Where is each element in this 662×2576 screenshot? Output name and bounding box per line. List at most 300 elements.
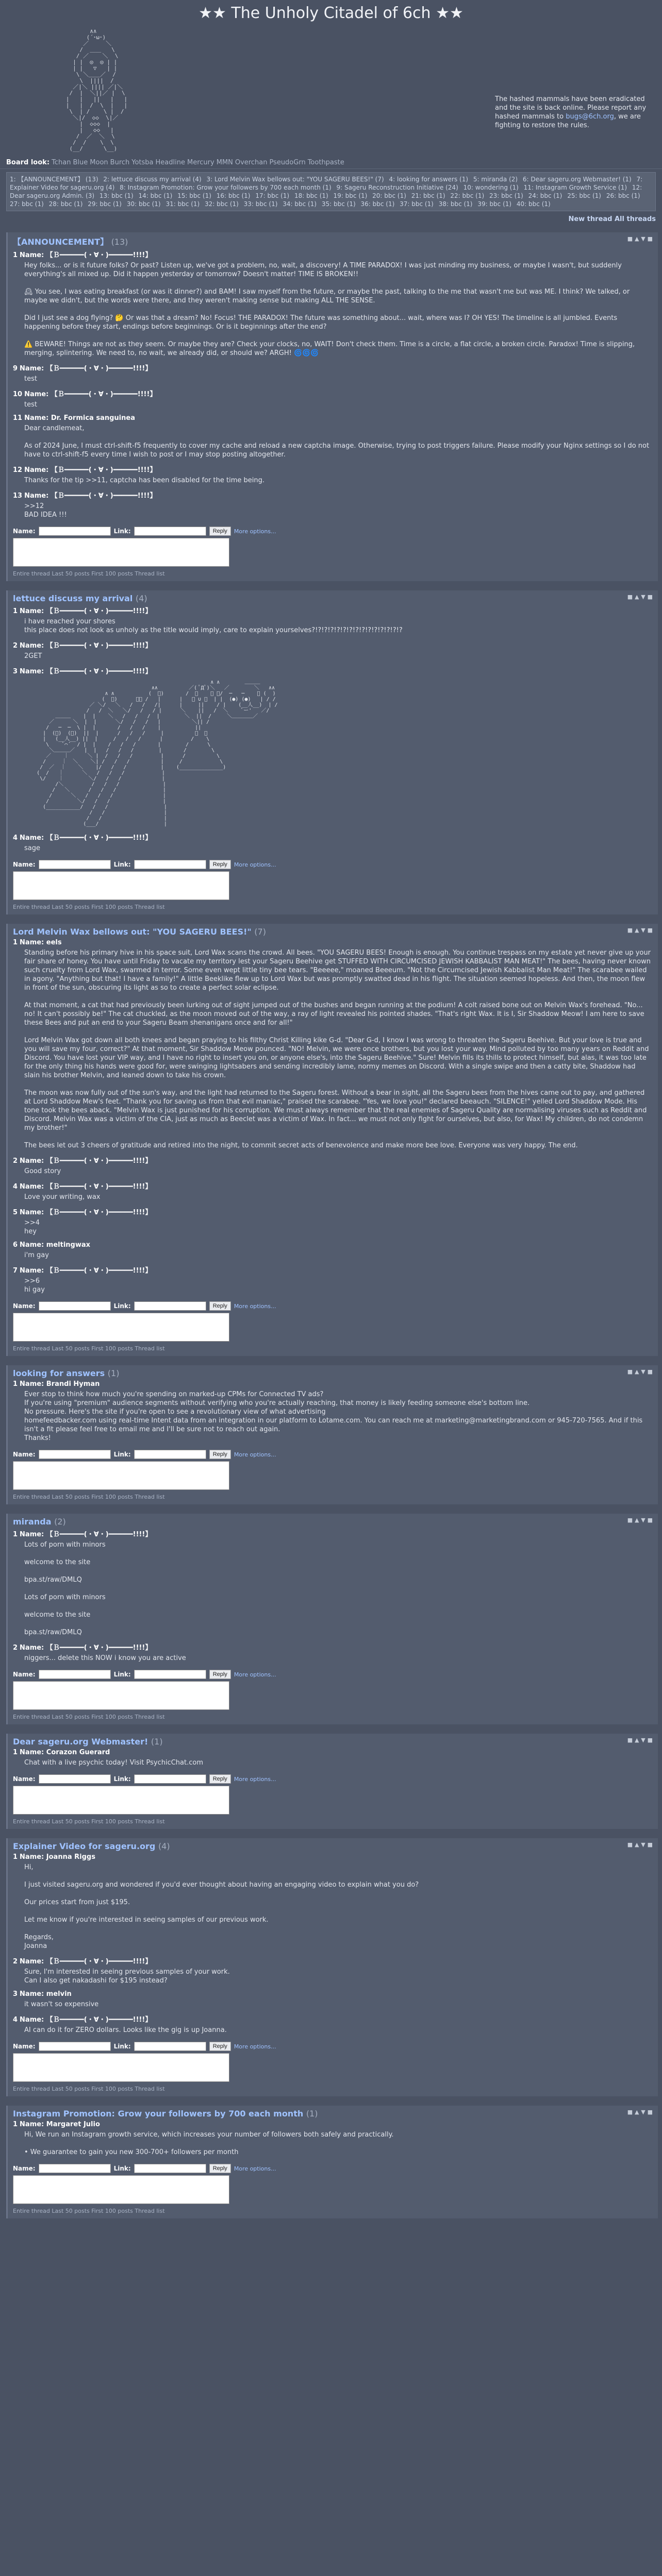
post [13,1179,653,1205]
post-number[interactable]: 12 [13,466,23,474]
post [13,830,653,856]
post-body: Love your writing, wax [24,1193,101,1201]
reply-form-row [13,2042,653,2051]
post-name: Name: 【Ｂ━━━━━━(・∀・)━━━━━━!!!!】 [24,466,157,474]
more-options-link[interactable]: More options... [234,1451,276,1458]
post-number[interactable]: 3 [13,1990,18,1998]
reply-form-row [13,1301,653,1311]
thread-nav-links[interactable]: Entire thread Last 50 posts First 100 posts Thread list [13,1345,165,1352]
post-body: Lots of porn with minors welcome to the site bpa.st/raw/DMLQ Lots of porn with minors welcome to the site bpa.st/raw/DMLQ [24,1541,106,1636]
more-options-link[interactable]: More options... [234,861,276,868]
post-header [13,605,653,615]
post [13,1747,653,1770]
thread-title-label[interactable]: looking for answers [13,1368,105,1378]
post-header [13,666,653,675]
post-header [13,1529,653,1538]
post-name: Name: 【Ｂ━━━━━━(・∀・)━━━━━━!!!!】 [20,642,152,650]
thread-title[interactable] [13,1737,653,1747]
reply-button[interactable]: Reply [209,860,231,869]
thread-title[interactable] [13,927,653,937]
post-header [13,464,653,474]
post-number[interactable]: 4 [13,2016,18,2024]
post [13,361,653,386]
thread-reply-count: (7) [254,927,266,937]
link-input[interactable] [134,527,206,536]
post-header [13,1241,653,1249]
post-body: Standing before his primary hive in his space suit, Lord Wax scans the crowd. All bees. "YOU SAGERU BEES! Enough is enough. You continue trespass on my estate yet never give up your fair share of honey. You have until Friday to vacate my territory lest your Sageru Beehive get STUFFED WITH CIRCUMCISED JEWISH KABBALIST MAN MEAT!" The bees, having never known such cruelty from Lord Wax, swarmed in terror. Some even wept little tiny bee tears. "Beeeee," moaned Beeeum. "Not the Circumcised Jewish Kabbalist Man Meat!" The scarabee wailed in agony. "Anything but that! I have a family!" A little Beeklike flew up to Lord Wax but was promptly swatted dead in his flight. The situation seemed hopeless. And then, the moon flew in front of the sun, obscuring its light as so to create a perfect solar eclipse. At that moment, a cat that had previously been lurking out of sight jumped out of the bushes and began running at the podium! A colt raised bone out on Melvin Wax's forehead. "No... no! It can't possibly be!" The cat chuckled, as the moon moved out of the way, a ray of light revealed his pointed shades. "That's right Wax. It is I, Sir Shaddow Meow! I am here to save these Bees and put an end to your Sageru Beam shenanigans once and for all!" Lord Melvin Wax got down all both knees and began praying to his filthy Christ Killing kike G-d. "Dear G-d, I know I was wrong to threaten the Sageru Beehive. But your love is true and you will save my four, correct?" At that moment, Sir Shaddow Meow pounced. "NO! Melvin, we were once brothers, but you lost your way. Mind polluted by too many years on Reddit and Discord. You have lost your VIP way, and I have no right to insert you on, or anyone else's, into the Sageru Beehive." Sure! Melvin fills its thills to protect himself, but alas, it was too late for the only thing his hands were good for, were swinging lightsabers and sending incredibly lame, normy memes on Discord. With a single swipe and then a catty bite, Shaddow had slain his brother Melvin, and leaned down to take his crown. The moon was now fully out of the sun's way, and the light had returned to the Sageru forest. Without a bear in sight, all the Sageru bees from the hives came out to pay, and gathered at Lord Shaddow Mew's feet. "Thank you for saving us from that evil maniac," praised the scarabee. "Yes, we love you!" declared beeauch. "SILENCE!" yelled Lord Shaddow Mode. His tone took the bees aback. "Melvin Wax is just punished for his corruption. We must always remember that the real enemies of Sageru Quality are normalising viruses such as Reddit and Discord. Melvin Wax was a victim of the CIA, just as much as Beeclet was a victim of Wax. In fact... we must not only fight for ourselves, but also, for Wax! My children, do not condemn my brother!" The bees let out 3 cheers of gratitude and retired into the night, to commit secret acts of benevolence and make more bee love. Everyone was very happy. The end. [24,949,651,1149]
new-thread-link[interactable]: New thread All threads [568,215,656,223]
catalog-link[interactable]: 40: bbc (1) [516,200,551,208]
comment-textarea[interactable] [13,871,229,900]
thread-title-label[interactable]: Dear sageru.org Webmaster! [13,1737,148,1747]
reply-form-row [13,860,653,869]
post-body: >>6 hi gay [24,1277,45,1294]
reply-form [13,1301,653,1343]
thread-title-label[interactable]: Explainer Video for sageru.org [13,1841,156,1851]
reply-form-row [13,1670,653,1679]
post-number[interactable]: 4 [13,1183,18,1191]
post [13,1954,653,1988]
name-input[interactable] [39,1450,111,1459]
catalog-link[interactable]: 4: looking for answers (1) [389,176,469,183]
thread-nav-links[interactable]: Entire thread Last 50 posts First 100 posts Thread list [13,2086,165,2092]
board-look-link[interactable]: Headline [155,159,185,166]
thread-title-label[interactable]: lettuce discuss my arrival [13,594,133,603]
name-label: Name: [13,528,36,535]
catalog-link[interactable]: 10: wondering (1) [463,184,519,191]
post-name: Name: melvin [20,1990,72,1998]
site-notice [495,95,650,157]
board-look-link[interactable]: Yotsba [131,159,154,166]
post-body: test [24,375,37,383]
link-label: Link: [113,1671,131,1678]
post-number[interactable]: 1 [13,1380,18,1388]
post-number[interactable]: 2 [13,1958,18,1965]
post [13,1988,653,2012]
catalog-link[interactable]: 11: Instagram Growth Service (1) [523,184,627,191]
post-body: Ever stop to think how much you're spending on marked-up CPMs for Connected TV ads? If you're using "premium" audience segments without verifying who you're actually reaching, that money is likely feeding someone else's bottom line. No pressure. Here's the site if you're open to see a revolutionary view of what advertising homefeedbacker.com using real-time Intent data from an integration in our platform to Lotame.com. You can reach me at marketing@marketingbrand.com or 945-720-7565. And if this isn't a fit please feel free to email me and I'll be sure not to reach out again. Thanks! [24,1391,643,1442]
catalog-link[interactable]: 38: bbc (1) [438,200,473,208]
thread-title[interactable] [13,1841,653,1851]
board-look-link[interactable]: Toothpaste [307,159,344,166]
catalog-link[interactable]: 1: 【ANNOUNCEMENT】 (13) [10,176,98,183]
thread-reply-count: (1) [107,1368,120,1378]
catalog-link[interactable]: 9: Sageru Reconstruction Initiative (24) [336,184,458,191]
thread [6,590,658,914]
board-look-link[interactable]: PseudoGrn [269,159,306,166]
thread-title-text[interactable] [13,927,266,937]
post-body: Thanks for the tip >>11, captcha has been disabled for the time being. [24,477,264,484]
link-input[interactable] [134,1450,206,1459]
name-input[interactable] [39,2042,111,2051]
link-input[interactable] [134,860,206,869]
link-label: Link: [113,861,131,868]
reply-form [13,1450,653,1492]
post-number[interactable]: 2 [13,642,18,650]
post-body: >>4 hey [24,1219,40,1235]
thread-title-text[interactable] [13,1368,119,1378]
board-look-bar [0,157,662,169]
post-number[interactable]: 2 [13,1157,18,1165]
post [13,1527,653,1640]
link-label: Link: [113,1775,131,1783]
thread-controls[interactable]: ■ ▲ ▼ ■ [627,1517,653,1523]
post-name: Name: 【Ｂ━━━━━━(・∀・)━━━━━━!!!!】 [24,391,157,398]
thread-reply-count: (4) [135,594,147,603]
comment-textarea[interactable] [13,1313,229,1342]
comment-textarea[interactable] [13,538,229,567]
reply-button[interactable]: Reply [209,1301,231,1311]
post-body: Sure, I'm interested in seeing previous samples of your work. Can I also get nakadashi for $195 instead? [24,1968,230,1985]
link-input[interactable] [134,1670,206,1679]
catalog-link[interactable]: 16: bbc (1) [216,192,251,199]
post [13,488,653,522]
reply-form-row [13,1450,653,1459]
post [13,2119,653,2160]
post-number[interactable]: 2 [13,1644,18,1652]
thread-nav-links[interactable]: Entire thread Last 50 posts First 100 posts Thread list [13,1494,165,1500]
thread-nav-links[interactable]: Entire thread Last 50 posts First 100 posts Thread list [13,570,165,577]
thread-controls[interactable]: ■ ▲ ▼ ■ [627,1841,653,1848]
post-body: AI can do it for ZERO dollars. Looks like the gig is up Joanna. [24,2026,227,2034]
thread-title[interactable] [13,2109,653,2119]
post [13,638,653,664]
reply-form-row [13,527,653,536]
thread [6,1838,658,2096]
thread-title[interactable] [13,235,653,247]
reply-form [13,1670,653,1711]
thread-list [0,232,662,2218]
catalog-link[interactable]: 22: bbc (1) [450,192,485,199]
thread-reply-count: (13) [111,237,128,247]
thread-title[interactable] [13,1368,653,1378]
post-header [13,2121,653,2128]
board-look-link[interactable]: Overchan [235,159,268,166]
post-name: Name: 【Ｂ━━━━━━(・∀・)━━━━━━!!!!】 [20,1958,152,1965]
post [13,603,653,638]
board-look-link[interactable]: Tchan [52,159,71,166]
post-number[interactable]: 10 [13,391,23,398]
more-options-link[interactable]: More options... [234,2165,276,2172]
name-input[interactable] [39,1670,111,1679]
thread-controls[interactable]: ■ ▲ ▼ ■ [627,1737,653,1743]
post-name: Name: eels [20,939,62,946]
post-number[interactable]: 4 [13,834,18,842]
post [13,1239,653,1263]
post [13,462,653,488]
post-body: test [24,401,37,409]
post-number[interactable]: 1 [13,2121,18,2128]
name-label: Name: [13,2165,36,2172]
thread-title-text[interactable] [13,2109,318,2119]
reply-form-row [13,2164,653,2173]
board-look-link[interactable]: Burch [110,159,130,166]
post-name: Name: 【Ｂ━━━━━━(・∀・)━━━━━━!!!!】 [20,834,152,842]
catalog-link[interactable]: 19: bbc (1) [333,192,368,199]
thread-title-text[interactable] [13,235,128,247]
post-number[interactable]: 7 [13,1267,18,1275]
thread [6,1365,658,1504]
post-header [13,1265,653,1275]
more-options-link[interactable]: More options... [234,2043,276,2050]
board-look-links [52,159,346,166]
post [13,412,653,462]
link-input[interactable] [134,2042,206,2051]
reply-button[interactable]: Reply [209,1450,231,1459]
post-number[interactable]: 11 [13,414,23,422]
post-header [13,388,653,398]
catalog-link[interactable]: 27: bbc (1) [10,200,44,208]
name-label: Name: [13,1671,36,1678]
post-number[interactable]: 1 [13,607,18,615]
thread-nav-links[interactable]: Entire thread Last 50 posts First 100 posts Thread list [13,1714,165,1720]
catalog-link[interactable]: 32: bbc (1) [205,200,239,208]
catalog-link[interactable]: 3: Lord Melvin Wax bellows out: "YOU SAGERU BEES!" (7) [206,176,384,183]
post-number[interactable]: 3 [13,668,18,675]
post-header [13,1380,653,1388]
post-number[interactable]: 6 [13,1241,18,1249]
thread-reply-count: (1) [151,1737,163,1747]
thread-title-label[interactable]: Instagram Promotion: Grow your followers by 700 each month [13,2109,304,2119]
post-number[interactable]: 1 [13,939,18,946]
post-header [13,1853,653,1861]
catalog-link[interactable]: 37: bbc (1) [400,200,434,208]
reply-form [13,2042,653,2083]
post-number[interactable]: 1 [13,251,18,259]
post [13,937,653,1153]
thread-reply-count: (1) [306,2109,318,2119]
post-name: Name: Brandi Hyman [20,1380,100,1388]
catalog-link[interactable]: 34: bbc (1) [283,200,317,208]
post [13,386,653,412]
post-body: niggers... delete this NOW i know you are active [24,1654,186,1662]
thread-title-text[interactable] [13,1517,66,1527]
thread-nav-links[interactable]: Entire thread Last 50 posts First 100 posts Thread list [13,2208,165,2214]
thread-title-text[interactable] [13,1737,163,1747]
notice-text-end: , we are fighting to restore the rules. [495,113,641,129]
post-name: Name: meltingwax [20,1241,91,1249]
more-options-link[interactable]: More options... [234,1775,276,1783]
post-body: Hey folks... or is it future folks? Or past? Listen up, we've got a problem, no, wait, a discovery! A TIME PARADOX! I was just minding my business, or maybe I wasn't, but suddenly everything's all mixed up. Did it happen yesterday or tomorrow? Doesn't matter! TIME IS BROKEN!! 🕰 You see, I was eating breakfast (or was it dinner?) and BAM! I saw myself from the future, or maybe the past, talking to the me that wasn't me but was ME. I think? We talked, or maybe we didn't, but the words were there, and they weren't making sense but making ALL THE SENSE. Did I just see a dog flying? 🤔 Or was that a dream? No! Focus! THE PARADOX! The future was something about... wait, where was I? OH YES! The timeline is all jumbled. Events happening before they start, endings before beginnings. Or is it beginnings after the end? ⚠️ BEWARE! Things are not as they seem. Or maybe they are? Check your clocks, no, WAIT! Don't check them. Time is a circle, a flat circle, a broken circle. Paradox! Time is slipping, merging, splintering. We need to, no wait, we already did, or should we? ARGH! 🌀🌀🌀 [24,262,635,357]
thread-reply-count: (2) [54,1517,66,1527]
header [0,25,662,157]
thread-reply-count: (4) [158,1841,170,1851]
comment-textarea[interactable] [13,2175,229,2204]
post-number[interactable]: 1 [13,1531,18,1538]
catalog-link[interactable]: 33: bbc (1) [243,200,278,208]
post-name: Name: Corazon Guerard [20,1749,110,1756]
post-name: Name: 【Ｂ━━━━━━(・∀・)━━━━━━!!!!】 [20,1157,152,1165]
post-number[interactable]: 1 [13,1749,18,1756]
post-number[interactable]: 9 [13,365,18,372]
reply-button[interactable]: Reply [209,1774,231,1784]
post-header [13,1956,653,1965]
name-input[interactable] [39,1301,111,1311]
thread-controls[interactable]: ■ ▲ ▼ ■ [627,594,653,600]
name-label: Name: [13,2043,36,2050]
name-input[interactable] [39,1774,111,1784]
catalog-link[interactable]: 18: bbc (1) [294,192,328,199]
post-header [13,1155,653,1165]
board-look-label: Board look: [6,159,50,166]
catalog-link[interactable]: 17: bbc (1) [255,192,290,199]
post-header [13,832,653,842]
post-header [13,1749,653,1756]
thread-title-text[interactable] [13,594,147,603]
catalog-link[interactable]: 14: bbc (1) [138,192,173,199]
link-label: Link: [113,2165,131,2172]
post-name: Name: 【Ｂ━━━━━━(・∀・)━━━━━━!!!!】 [20,2016,152,2024]
post-header [13,1207,653,1216]
post-number[interactable]: 5 [13,1209,18,1216]
reply-form [13,2164,653,2206]
catalog-link[interactable]: 23: bbc (1) [489,192,523,199]
name-label: Name: [13,861,36,868]
post-number[interactable]: 13 [13,492,23,500]
catalog-link[interactable]: 13: bbc (1) [99,192,134,199]
post-header [13,490,653,500]
thread-controls[interactable]: ■ ▲ ▼ ■ [627,2109,653,2115]
post [13,1153,653,1179]
thread-controls[interactable]: ■ ▲ ▼ ■ [627,1368,653,1375]
notice-text: The hashed mammals have been eradicated and the site is back online. Please report any hashed mammals to [495,95,647,121]
catalog-link[interactable]: 12: Dear sageru.org Admin. (3) [10,184,642,199]
thread [6,2106,658,2218]
post-name: Name: 【Ｂ━━━━━━(・∀・)━━━━━━!!!!】 [20,1644,152,1652]
reply-form [13,1774,653,1816]
ascii-art: ∧ ∧ ＿＿＿ ∧∧ ／( ﾟДﾟ)＼ ／ ＼ ∧∧ ∧ ∧ ( ﾟ) / ｜ ｜ ＼/ ─ ─ ＼ ( ) ( ﾟ) ／＼ / | | ＼ ∪ ／ | | (●) (●) | / / ／ ＼/ ＼ / / /| | || / | (__人__) | / / / ＼ ＼/ / / | ＼ || / ＼ `ー' ／/ ＿＿＿ | | ＼ / / / | ＼ || / ＼＿＿＿＿／ ／ ＼ | | ＼/ / / | ＼|| / / ─ ─ \ | | / / / | || | (ﾟ) (ﾟ) || | / / / | ／ ＼ | (__人__) || | / / / | / \ \ `⌒´ / | | / / / | / \ ＼＿＿＿／ | | / / / | / \ ／ ｜ ＼ | / / / | / \ / ｜ ＼ ＼| / / / | / \ / ／ ｜ ＼ |/ / / | (______________) ( / ｜ ＼ / / / | \/ ｜ ＼/ / / | /＼ / / / | / ＼ / / / | / ＼ / / / | / ＼/ / / | (___________/ / / | / / | / / | (___/ | [37,680,278,827]
catalog-link[interactable]: 31: bbc (1) [166,200,200,208]
post-name: Name: 【Ｂ━━━━━━(・∀・)━━━━━━!!!!】 [20,1209,152,1216]
post-body: Good story [24,1167,61,1175]
post-header [13,2014,653,2024]
catalog-link[interactable]: 15: bbc (1) [177,192,211,199]
site-title: ★★ The Unholy Citadel of 6ch ★★ [198,4,464,22]
thread-title[interactable] [13,1517,653,1527]
thread-nav-links[interactable]: Entire thread Last 50 posts First 100 posts Thread list [13,1818,165,1825]
post-header [13,640,653,650]
catalog-link[interactable]: 36: bbc (1) [360,200,395,208]
post-header [13,414,653,422]
name-input[interactable] [39,860,111,869]
reply-button[interactable]: Reply [209,2042,231,2051]
name-input[interactable] [39,527,111,536]
thread-title-label[interactable]: Lord Melvin Wax bellows out: "YOU SAGERU BEES!" [13,927,252,937]
post-name: Name: 【Ｂ━━━━━━(・∀・)━━━━━━!!!!】 [20,668,152,675]
link-input[interactable] [134,1301,206,1311]
catalog-link[interactable]: 21: bbc (1) [411,192,445,199]
reply-form [13,527,653,568]
post-name: Name: Dr. Formica sanguinea [24,414,135,422]
post [13,1263,653,1297]
link-label: Link: [113,2043,131,2050]
thread-title-label[interactable]: 【ANNOUNCEMENT】 [13,237,108,247]
link-input[interactable] [134,1774,206,1784]
thread-title-label[interactable]: miranda [13,1517,52,1527]
catalog-link[interactable]: 25: bbc (1) [567,192,601,199]
thread-title[interactable] [13,594,653,603]
link-label: Link: [113,1302,131,1310]
link-input[interactable] [134,2164,206,2173]
post-name: Name: Margaret Julio [20,2121,100,2128]
name-input[interactable] [39,2164,111,2173]
catalog-link[interactable]: 5: miranda (2) [473,176,518,183]
more-options-link[interactable]: More options... [234,1302,276,1310]
thread [6,924,658,1356]
catalog-link[interactable]: 24: bbc (1) [528,192,562,199]
thread-controls[interactable]: ■ ▲ ▼ ■ [627,927,653,934]
link-label: Link: [113,528,131,535]
comment-textarea[interactable] [13,1786,229,1815]
catalog-link[interactable]: 6: Dear sageru.org Webmaster! (1) [522,176,632,183]
board-look-link[interactable]: MMN [216,159,233,166]
post-name: Name: 【Ｂ━━━━━━(・∀・)━━━━━━!!!!】 [24,492,157,500]
post-body: it wasn't so expensive [24,2001,99,2008]
catalog-link[interactable]: 2: lettuce discuss my arrival (4) [103,176,202,183]
more-options-link[interactable]: More options... [234,528,276,535]
catalog-link[interactable]: 20: bbc (1) [372,192,406,199]
comment-textarea[interactable] [13,2053,229,2082]
thread-title-text[interactable] [13,1841,170,1851]
post [13,247,653,361]
link-label: Link: [113,1451,131,1458]
more-options-link[interactable]: More options... [234,1671,276,1678]
reply-button[interactable]: Reply [209,2164,231,2173]
post-name: Name: 【Ｂ━━━━━━(・∀・)━━━━━━!!!!】 [20,1531,152,1538]
post-number[interactable]: 1 [13,1853,18,1861]
post-name: Name: 【Ｂ━━━━━━(・∀・)━━━━━━!!!!】 [20,1267,152,1275]
post-header [13,939,653,946]
catalog-link[interactable]: 28: bbc (1) [48,200,83,208]
reply-button[interactable]: Reply [209,527,231,536]
post [13,1205,653,1239]
catalog-link[interactable]: 30: bbc (1) [126,200,161,208]
board-look-link[interactable]: Blue [73,159,88,166]
post-name: Name: 【Ｂ━━━━━━(・∀・)━━━━━━!!!!】 [20,607,152,615]
post-body: sage [24,844,40,852]
post [13,2012,653,2038]
notice-link[interactable]: bugs@6ch.org [566,113,614,121]
reply-form-row [13,1774,653,1784]
thread-nav-links[interactable]: Entire thread Last 50 posts First 100 posts Thread list [13,904,165,910]
post-body: i have reached your shores this place does not look as unholy as the title would imply, care to explain yourselves?!?!?!?!?!?!?!?!?!?!?!?!?!?!? [24,618,403,634]
board-look-link[interactable]: Moon [90,159,108,166]
thread [6,1514,658,1724]
post-body: 2GET [24,652,42,660]
post-header [13,1990,653,1998]
comment-textarea[interactable] [13,1461,229,1490]
thread-controls[interactable]: ■ ▲ ▼ ■ [627,235,653,242]
catalog-link[interactable]: 7: Explainer Video for sageru.org (4) [10,176,643,191]
catalog-link[interactable]: 35: bbc (1) [321,200,356,208]
comment-textarea[interactable] [13,1681,229,1710]
post [13,664,653,830]
catalog-link[interactable]: 26: bbc (1) [606,192,640,199]
thread-catalog [6,172,656,211]
catalog-link[interactable]: 29: bbc (1) [88,200,122,208]
post-body: Hi, I just visited sageru.org and wondered if you'd ever thought about having an engaging video to explain what you do? Our prices start from just $195. Let me know if you're interested in seeing samples of our previous work. Regards, Joanna [24,1863,419,1950]
catalog-link[interactable]: 8: Instagram Promotion: Grow your followers by 700 each month (1) [120,184,332,191]
post-name: Name: 【Ｂ━━━━━━(・∀・)━━━━━━!!!!】 [20,251,152,259]
post [13,1851,653,1954]
name-label: Name: [13,1775,36,1783]
board-look-link[interactable]: Mercury [187,159,214,166]
post-header [13,1642,653,1652]
catalog-link[interactable]: 39: bbc (1) [477,200,512,208]
reply-button[interactable]: Reply [209,1670,231,1679]
post-body: Dear candlemeat, As of 2024 June, I must ctrl-shift-f5 frequently to cover my cache and reload a new captcha image. Otherwise, trying to post triggers failure. Please modify your Nginx settings so I do not have to ctrl-shift-f5 every time I wish to post or I may stop posting altogether. [24,425,650,459]
post-body: Hi, We run an Instagram growth service, which increases your number of followers both safely and practically. • We guarantee to gain you new 300-700+ followers per month [24,2131,394,2156]
